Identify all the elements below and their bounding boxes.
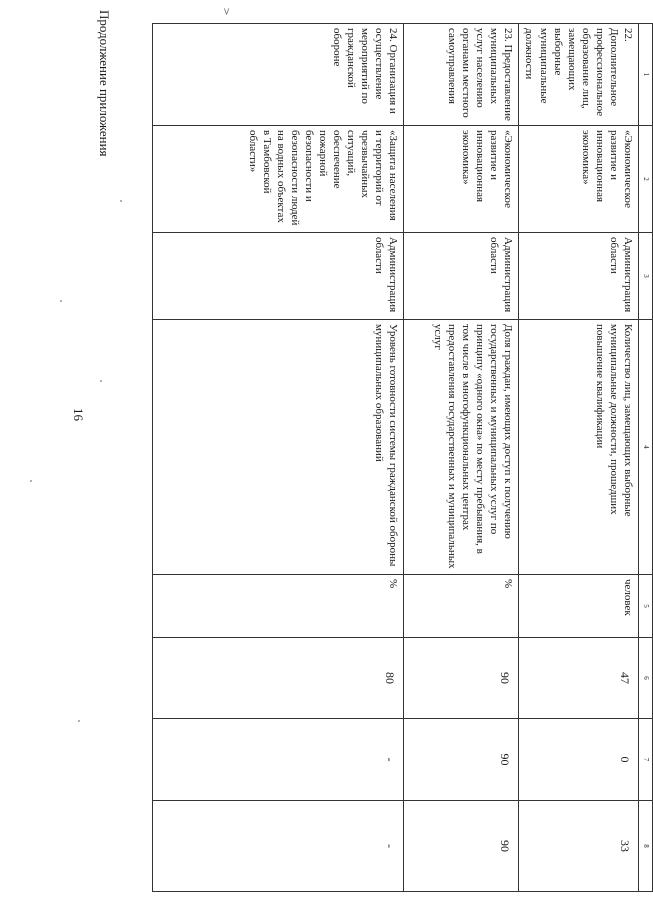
- indicator-cell: Количество лиц, замещающих выборные муниципальные должности, прошедших повышение квалификации: [519, 320, 639, 575]
- page-number: 16: [71, 408, 86, 421]
- program-cell: «Экономическое развитие и инновационная экономика»: [519, 126, 639, 233]
- value-cell: -: [383, 757, 398, 762]
- table: [152, 23, 653, 892]
- activity-cell: 24. Организация и осуществление мероприятий по гражданской обороне: [153, 24, 404, 126]
- indicator-cell: Доля граждан, имеющих доступ к получению государственных и муниципальных услуг по принципу «одного окна» по месту пребывания, в том числе в многофункциональных центрах предоставления государственных и муниципальных услуг: [404, 320, 519, 575]
- program-cell: «Экономическое развитие и инновационная экономика»: [404, 126, 519, 233]
- table-row: [404, 24, 519, 892]
- scan-speck: [100, 380, 102, 382]
- indicator-cell: Уровень готовности системы гражданской обороны муниципальных образований: [153, 320, 404, 575]
- scan-speck: [60, 300, 62, 302]
- column-number: 8: [639, 801, 653, 892]
- scan-speck: [120, 200, 122, 202]
- activity-cell: 22. Дополнительное профессиональное образование лиц, замещающих выборные муниципальные должности: [519, 24, 639, 126]
- column-number-row: [639, 24, 653, 892]
- scan-speck: [30, 480, 32, 482]
- unit-cell: человек: [519, 575, 639, 638]
- unit-cell: %: [404, 575, 519, 638]
- column-number: 1: [639, 24, 653, 126]
- unit-cell: %: [153, 575, 404, 638]
- column-number: 4: [639, 320, 653, 575]
- column-number: 3: [639, 233, 653, 320]
- indicator-table: [166, 23, 653, 891]
- column-number: 5: [639, 575, 653, 638]
- executor-cell: Администрация области: [519, 233, 639, 320]
- value-cell: 90: [498, 672, 513, 684]
- value-cell: -: [383, 844, 398, 848]
- stray-pen-mark: >: [220, 7, 232, 16]
- executor-cell: Администрация области: [153, 233, 404, 320]
- executor-cell: Администрация области: [404, 233, 519, 320]
- value-cell: 90: [498, 840, 513, 852]
- page-heading: Продолжение приложения: [97, 10, 112, 157]
- activity-cell: 23. Предоставление муниципальных услуг населению органами местного самоуправления: [404, 24, 519, 126]
- program-cell: «Защита населения и территорий от чрезвычайных ситуаций, обеспечение пожарной безопасности и безопасности людей на водных объектах в Тамбовской области»: [153, 126, 404, 233]
- column-number: 7: [639, 719, 653, 801]
- value-cell: 90: [498, 753, 513, 766]
- value-cell: 80: [383, 672, 398, 684]
- value-cell: 0: [618, 756, 632, 763]
- value-cell: 33: [618, 840, 632, 852]
- table-row: [519, 24, 639, 892]
- column-number: 2: [639, 126, 653, 233]
- scan-speck: [78, 720, 80, 722]
- table-row: [153, 24, 404, 892]
- column-number: 6: [639, 638, 653, 719]
- value-cell: 47: [618, 672, 632, 684]
